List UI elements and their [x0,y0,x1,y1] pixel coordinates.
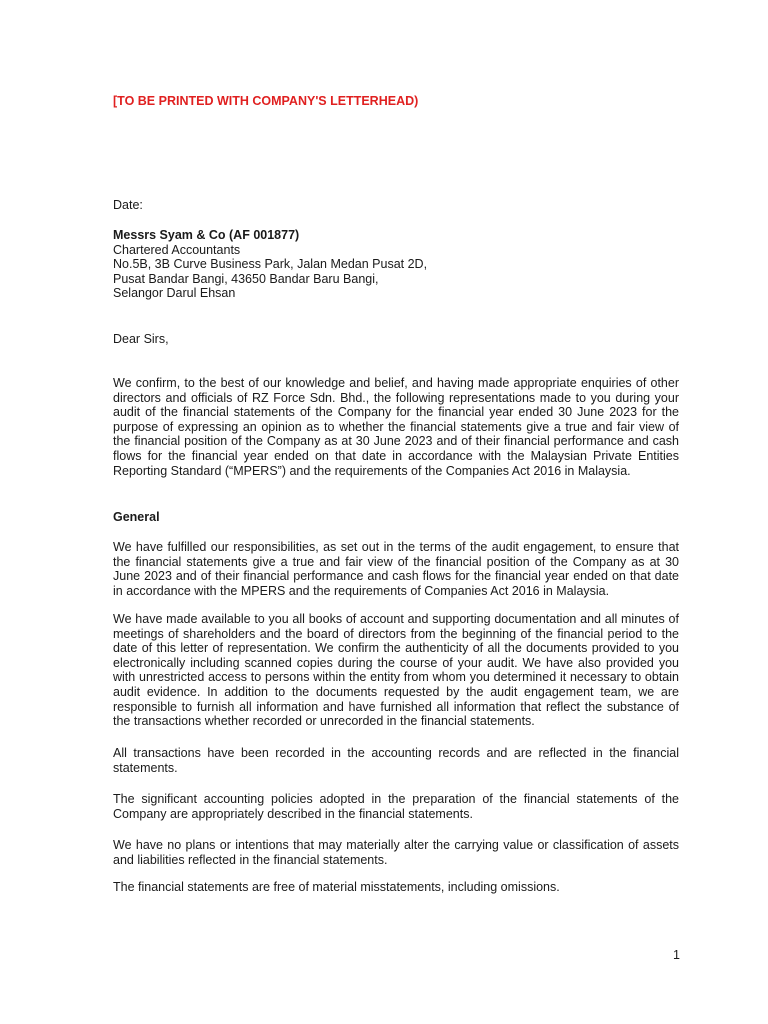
general-paragraph: The significant accounting policies adopted in the preparation of the financial statements of the Company are appropriately described in the financial statements. [113,792,679,821]
general-paragraph: All transactions have been recorded in the accounting records and are reflected in the financial statements. [113,746,679,775]
general-paragraph: We have no plans or intentions that may materially alter the carrying value or classification of assets and liabilities reflected in the financial statements. [113,838,679,867]
addressee-line: Chartered Accountants [113,242,241,257]
salutation: Dear Sirs, [113,332,169,346]
general-paragraph: We have fulfilled our responsibilities, as set out in the terms of the audit engagement, to ensure that the financial statements give a true and fair view of the financial position of the Company as at 30 June 2023 and of their financial performance and cash flows for the financial year ended on that date in accordance with the MPERS and the requirements of Companies Act 2016 in Malaysia. [113,540,679,598]
addressee-line: Pusat Bandar Bangi, 43650 Bandar Baru Bangi, [113,271,379,286]
section-heading-general: General [113,510,160,524]
letterhead-note: [TO BE PRINTED WITH COMPANY'S LETTERHEAD) [113,94,419,108]
page-number: 1 [673,948,680,962]
general-paragraph: The financial statements are free of material misstatements, including omissions. [113,880,560,894]
addressee-line: No.5B, 3B Curve Business Park, Jalan Medan Pusat 2D, [113,257,428,272]
addressee-block [113,228,679,301]
addressee-firm: Messrs Syam & Co (AF 001877) [113,228,300,242]
addressee-line: Selangor Darul Ehsan [113,286,236,301]
intro-paragraph: We confirm, to the best of our knowledge and belief, and having made appropriate enquiries of other directors and officials of RZ Force Sdn. Bhd., the following representations made to you during your audit of the financial statements of the Company for the financial year ended 30 June 2023 for the purpose of expressing an opinion as to whether the financial statements give a true and fair view of the financial position of the Company as at 30 June 2023 and of their financial performance and cash flows for the financial year ended on that date in accordance with the Malaysian Private Entities Reporting Standard (“MPERS”) and the requirements of the Companies Act 2016 in Malaysia. [113,376,679,478]
date-label: Date: [113,198,143,212]
general-paragraph: We have made available to you all books of account and supporting documentation and all minutes of meetings of shareholders and the board of directors from the beginning of the financial period to the date of this letter of representation. We confirm the authenticity of all the documents provided to you electronically including scanned copies during the course of your audit. We have also provided you with unrestricted access to persons within the entity from whom you determined it necessary to obtain audit evidence. In addition to the documents requested by the audit engagement team, we are responsible to furnish all information and have furnished all information that reflect the substance of the transactions whether recorded or unrecorded in the financial statements. [113,612,679,729]
